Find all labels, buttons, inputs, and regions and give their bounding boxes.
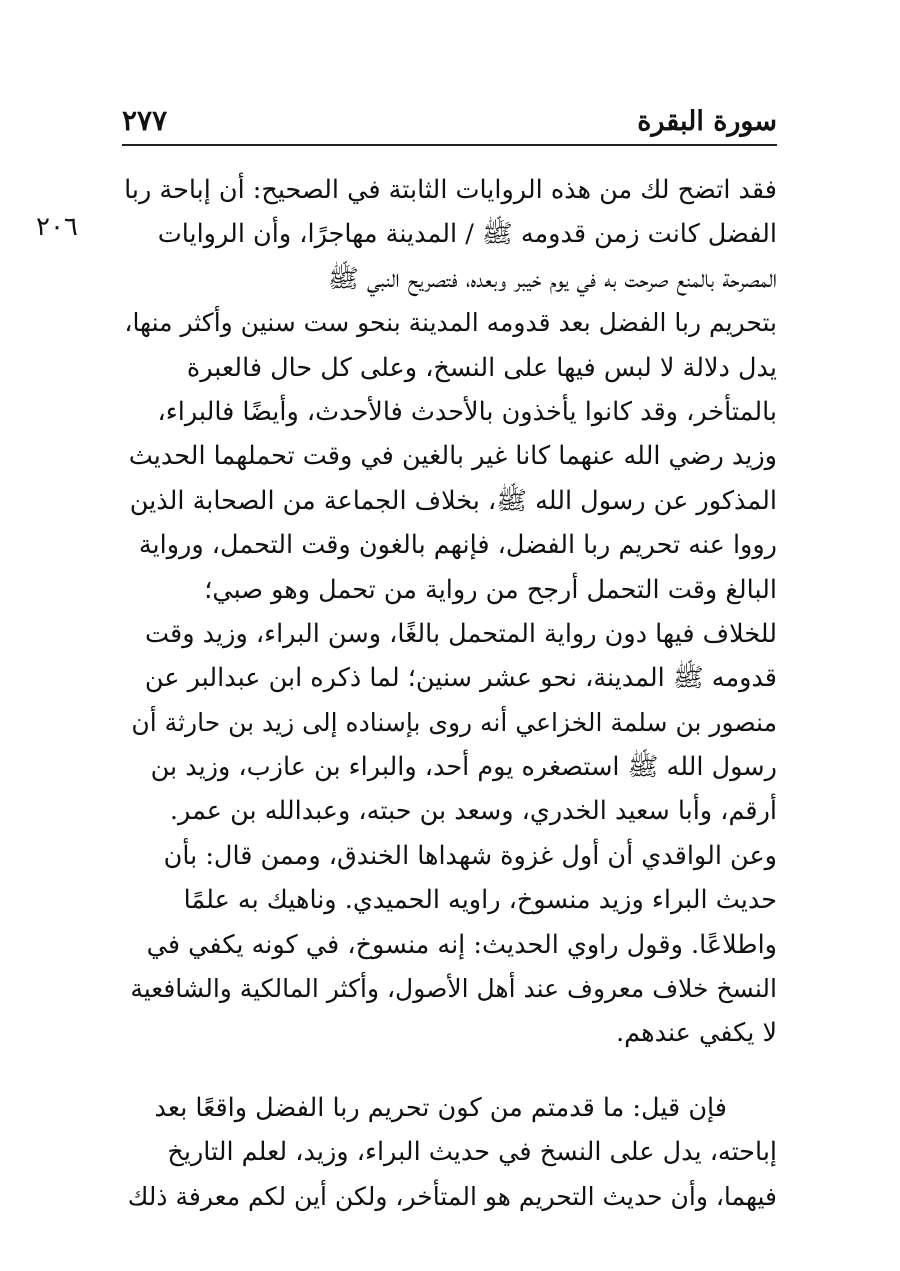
text-line: يدل دلالة لا لبس فيها على النسخ، وعلى كل حال فالعبرة bbox=[186, 352, 777, 383]
paragraph-spacer bbox=[122, 1056, 777, 1086]
text-line: فقد اتضح لك من هذه الروايات الثابتة في الصحيح: أن إباحة ربا bbox=[124, 175, 777, 205]
text-line: فإن قيل: ما قدمتم من كون تحريم ربا الفضل واقعًا بعد bbox=[154, 1092, 727, 1123]
margin-page-reference: ٢٠٦ bbox=[36, 212, 78, 242]
page-number: ٢٧٧ bbox=[122, 104, 168, 137]
text-line: وعن الواقدي أن أول غزوة شهداها الخندق، وممن قال: بأن bbox=[163, 840, 777, 871]
text-line: الفضل كانت زمن قدومه ﷺ / المدينة مهاجرًا، وأن الروايات bbox=[157, 219, 777, 250]
paragraph-1 bbox=[122, 168, 777, 1056]
text-line: بالمتأخر، وقد كانوا يأخذون بالأحدث فالأحدث، وأيضًا فالبراء، bbox=[157, 396, 777, 427]
text-line: حديث البراء وزيد منسوخ، راويه الحميدي. وناهيك به علمًا bbox=[183, 885, 777, 916]
text-line: لا يكفي عندهم. bbox=[616, 1018, 777, 1049]
text-line: منصور بن سلمة الخزاعي أنه روى بإسناده إلى زيد بن حارثة أن bbox=[131, 707, 777, 737]
text-line: أرقم، وأبا سعيد الخدري، وسعد بن حبته، وعبدالله بن عمر. bbox=[169, 796, 777, 827]
text-line: إباحته، يدل على النسخ في حديث البراء، وزيد، لعلم التاريخ bbox=[167, 1137, 777, 1168]
text-line: فيهما، وأن حديث التحريم هو المتأخر، ولكن أين لكم معرفة ذلك bbox=[127, 1181, 777, 1211]
text-line: قدومه ﷺ المدينة، نحو عشر سنين؛ لما ذكره ابن عبدالبر عن bbox=[144, 663, 777, 694]
text-line: واطلاعًا. وقول راوي الحديث: إنه منسوخ، في كونه يكفي في bbox=[146, 929, 777, 960]
paragraph-2 bbox=[122, 1086, 777, 1219]
text-line: وزيد رضي الله عنهما كانا غير بالغين في وقت تحملهما الحديث bbox=[128, 441, 777, 472]
running-header bbox=[122, 96, 777, 146]
text-line: رسول الله ﷺ استصغره يوم أحد، والبراء بن عازب، وزيد بن bbox=[150, 752, 777, 783]
text-line: المذكور عن رسول الله ﷺ، بخلاف الجماعة من الصحابة الذين bbox=[129, 485, 777, 516]
text-line: البالغ وقت التحمل أرجح من رواية من تحمل وهو صبي؛ bbox=[204, 574, 777, 605]
text-line: بتحريم ربا الفضل بعد قدومه المدينة بنحو ست سنين وأكثر منها، bbox=[124, 308, 777, 338]
text-line: رووا عنه تحريم ربا الفضل، فإنهم بالغون وقت التحمل، ورواية bbox=[138, 530, 777, 561]
main-text bbox=[122, 168, 777, 1219]
text-line: المصرحة بالمنع صرحت به في يوم خيبر وبعده، فتصريح النبي ﷺ bbox=[327, 263, 777, 294]
text-line: النسخ خلاف معروف عند أهل الأصول، وأكثر المالكية والشافعية bbox=[130, 974, 777, 1004]
surah-title: سورة البقرة bbox=[637, 106, 777, 137]
text-line: للخلاف فيها دون رواية المتحمل بالغًا، وسن البراء، وزيد وقت bbox=[145, 618, 777, 649]
